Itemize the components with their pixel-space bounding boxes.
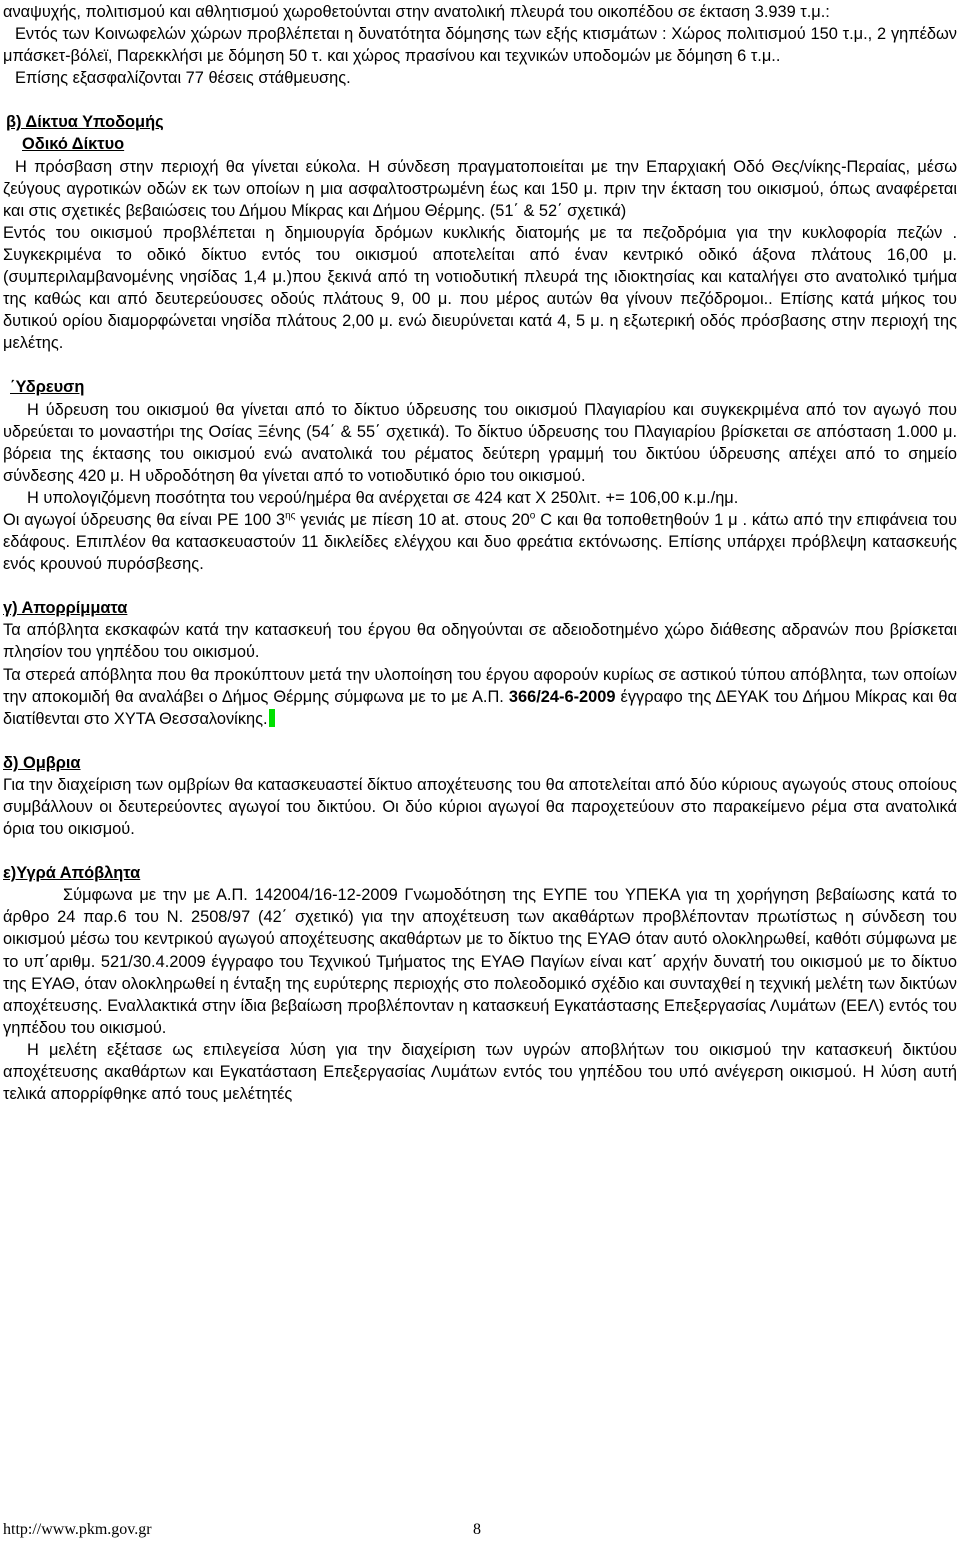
solid-waste-paragraph: Τα στερεά απόβλητα που θα προκύπτουν μετά την υλοποίηση του έργου αφορούν κυρίως σε αστικού τύπου απόβλητα, των οποίων την αποκομιδή θα αναλάβει ο Δήμος Θέρμης σύμφωνα με το με Α.Π. 366/24-6-2009 έγγραφο της ΔΕΥΑΚ του Δήμου Μίκρας και θα διατίθενται στο ΧΥΤΑ Θεσσαλονίκης. [3,665,957,728]
road-access-paragraph: Η πρόσβαση στην περιοχή θα γίνεται εύκολα. Η σύνδεση πραγματοποιείται με την Επαρχιακή Οδό Θες/νίκης-Περαίας, μέσω ζεύγους αγροτικών οδών εκ των οποίων η μια ασφαλτοστρωμένη έως και 150 μ. πριν την έκταση του οικισμού, όπως αναφέρεται και στις σχετικές βεβαιώσεις του Δήμου Μίκρας και Δήμου Θέρμης. (51΄ & 52΄ σχετικά) [3,157,957,220]
waste-heading: γ) Απορρίμματα [3,599,128,618]
water-heading: ΄Υδρευση [10,378,85,397]
wastewater-study-paragraph: Η μελέτη εξέτασε ως επιλεγείσα λύση για την διαχείριση των υγρών αποβλήτων του οικισμού την κατασκευή δικτύου αποχέτευσης ακαθάρτων και Εγκατάσταση Επεξεργασίας Λυμάτων εντός του γηπέδου του υπό ανέγερση οικισμού. Η λύση αυτή τελικά απορρίφθηκε από τους μελέτητές [3,1040,957,1104]
page-footer [3,1519,503,1543]
wastewater-opinion-paragraph: Σύμφωνα με την με Α.Π. 142004/16-12-2009 Γνωμοδότηση της ΕΥΠΕ του ΥΠΕΚΑ για τη χορήγηση βεβαίωσης κατά το άρθρο 24 παρ.6 του Ν. 2508/97 (42΄ σχετικό) για την αποχέτευση των ακαθάρτων προβλέπονταν πρωτίστως η σύνδεση του οικισμού μέσω του κεντρικού αγωγού αποχέτευσης ακαθάρτων με το δίκτυο της ΕΥΑΘ όταν αυτό ολοκληρωθεί, καθότι σύμφωνα με το υπ΄αριθμ. 521/30.4.2009 έγγραφο του Τεχνικού Τμήματος της ΕΥΑΘ Παγίων είναι κατ΄ αρχήν δυνατή του οικισμού με το δίκτυο της ΕΥΑΘ, όταν ολοκληρωθεί η ένταξη της ευρύτερης περιοχής στο πολεοδομικό σχέδιο και συνταχθεί η τεχνική μελέτη των δικτύων αποχέτευσης. Εναλλακτικά στην ίδια βεβαίωση προβλέπονταν η κατασκευή Εγκατάστασης Επεξεργασίας Λυμάτων (ΕΕΛ) εντός του γηπέδου του οικισμού. [3,886,957,1037]
buildings-paragraph: Εντός των Κοινωφελών χώρων προβλέπεται η δυνατότητα δόμησης των εξής κτισμάτων : Χώρος πολιτισμού 150 τ.μ., 2 γηπέδων μπάσκετ-βόλεϊ, Παρεκκλήσι με δόμηση 50 τ. και χώρος πρασίνου και τεχνικών υποδομών με δόμηση 6 τ.μ.. [3,25,957,66]
rainwater-paragraph: Για την διαχείριση των ομβρίων θα κατασκευαστεί δίκτυο αποχέτευσης του θα αποτελείται από δύο κύριους αγωγούς στους οποίους συμβάλλουν οι δευτερεύοντες αγωγοί του δικτύου. Οι δύο κύριοι αγωγοί θα παροχετεύουν στο παρακείμενο ρέμα στα ανατολικά όρια του οικισμού. [3,775,957,839]
footer-url[interactable]: http://www.pkm.gov.gr [3,1521,152,1538]
section-b-heading: β) Δίκτυα Υποδομής [6,113,164,132]
highlight-marker [269,709,275,727]
excavation-waste-paragraph: Τα απόβλητα εκσκαφών κατά την κατασκευή του έργου θα οδηγούνται σε αδειοδοτημένο χώρο διάθεσης αδρανών που βρίσκεται πλησίον του γηπέδου του οικισμού. [3,621,957,662]
water-source-paragraph: Η ύδρευση του οικισμού θα γίνεται από το δίκτυο ύδρευσης του οικισμού Πλαγιαρίου και συγκεκριμένα από τον αγωγό που υδρεύεται το μοναστήρι της Οσίας Ξένης (54΄ & 55΄ σχετικά). Το δίκτυο ύδρευσης του Πλαγιαρίου βρίσκεται σε απόσταση 1.000 μ. βόρεια της έκτασης του οικισμού ενώ ανατολικά του ρέματος δεύτερη γραμμή του δικτύου ύδρευσης απέχει από το σημείο σύνδεσης 420 μ. Η υδροδότηση θα γίνεται από το νοτιοδυτικό όριο του οικισμού. [3,400,957,485]
water-quantity-paragraph: Η υπολογιζόμενη ποσότητα του νερού/ημέρα θα ανέρχεται σε 424 κατ Χ 250λιτ. += 106,00 κ.μ./ημ. [27,488,739,507]
page-number: 8 [473,1521,481,1538]
wastewater-heading: ε)Υγρά Απόβλητα [3,864,141,883]
road-network-subheading: Οδικό Δίκτυο [22,135,125,154]
intro-paragraph: αναψυχής, πολιτισμού και αθλητισμού χωροθετούνται στην ανατολική πλευρά του οικοπέδου σε έκταση 3.939 τ.μ.: [3,3,830,21]
parking-paragraph: Επίσης εξασφαλίζονται 77 θέσεις στάθμευσης. [15,69,351,88]
road-internal-paragraph: Εντός του οικισμού προβλέπεται η δημιουργία δρόμων κυκλικής διατομής με τα πεζοδρόμια για την κυκλοφορία πεζών . Συγκεκριμένα το οδικό δίκτυο εντός του οικισμού αποτελείται από έναν κεντρικό οδικό άξονα πλάτους 16,00 μ. (συμπεριλαμβανομένης νησίδας 1,4 μ.)που ξεκινά από τη νοτιοδυτική πλευρά της ιδιοκτησίας και καταλήγει στο ανατολικό τμήμα της καθώς και από δευτερεύουσες οδούς πλάτους 9, 00 μ. που μέρος αυτών θα γίνουν πεζόδρομοι.. Επίσης κατά μήκος του δυτικού ορίου διαμορφώνεται νησίδα πλάτους 2,00 μ. ενώ διευρύνεται κατά 4, 5 μ. η εξωτερική οδός πρόσβασης στην περιοχή της μελέτης. [3,223,957,353]
water-pipes-paragraph: Οι αγωγοί ύδρευσης θα είναι PE 100 $3^{\eta\varsigma}$ γενιάς με πίεση 10 at. στους $20^o$ C και θα τοποθετηθούν 1 μ . κάτω από την επιφάνεια του εδάφους. Επιπλέον θα κατασκευαστούν 11 δικλείδες ελέγχου και δυο φρεάτια εκτόνωσης. Επίσης υπάρχει πρόβλεψη κατασκευής ενός κρουνού πυρόσβεσης. [3,510,958,574]
rainwater-heading: δ) Ομβρια [3,753,81,772]
